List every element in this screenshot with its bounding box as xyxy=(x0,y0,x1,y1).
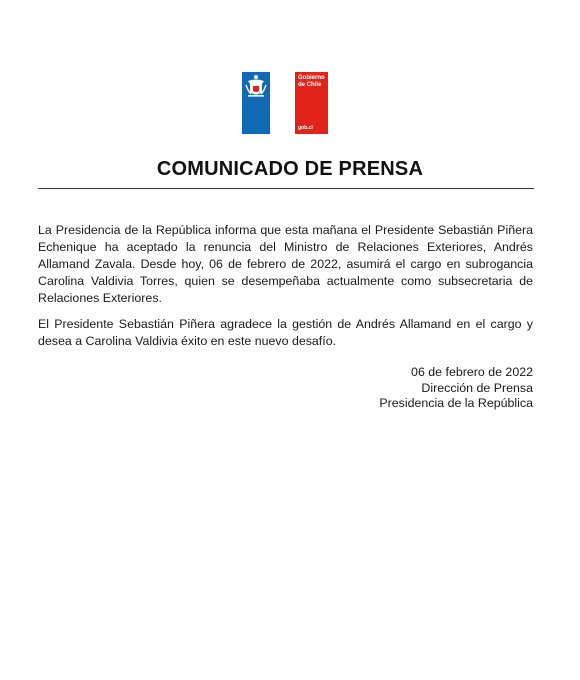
title-divider xyxy=(38,188,534,189)
signoff-block xyxy=(379,365,533,412)
gobierno-de-chile-wordmark xyxy=(295,72,328,134)
signoff-office: Dirección de Prensa xyxy=(421,380,533,395)
signoff-institution: Presidencia de la República xyxy=(379,396,533,410)
logo-text-line2: de Chile xyxy=(298,82,322,88)
document-body xyxy=(38,222,533,359)
signoff-date: 06 de febrero de 2022 xyxy=(411,365,533,379)
paragraph-1: La Presidencia de la República informa que esta mañana el Presidente Sebastián Piñera Echenique ha aceptado la renuncia del Ministro de Relaciones Exteriores, Andrés Allamand Zavala. Desde hoy, 06 de febrero de 2022, asumirá el cargo en subrogancia Carolina Valdivia Torres, quien se desempeñaba actualmente como subsecretaria de Relaciones Exteriores. xyxy=(38,223,533,305)
logo-text-line1: Gobierno xyxy=(298,75,325,81)
coat-of-arms-icon xyxy=(242,72,270,134)
paragraph-2: El Presidente Sebastián Piñera agradece la gestión de Andrés Allamand en el cargo y desea a Carolina Valdivia éxito en este nuevo desafío. xyxy=(38,317,533,348)
gobierno-de-chile-logo xyxy=(242,72,328,134)
document-title: COMUNICADO DE PRENSA xyxy=(156,158,424,180)
logo-url: gob.cl xyxy=(298,125,313,131)
